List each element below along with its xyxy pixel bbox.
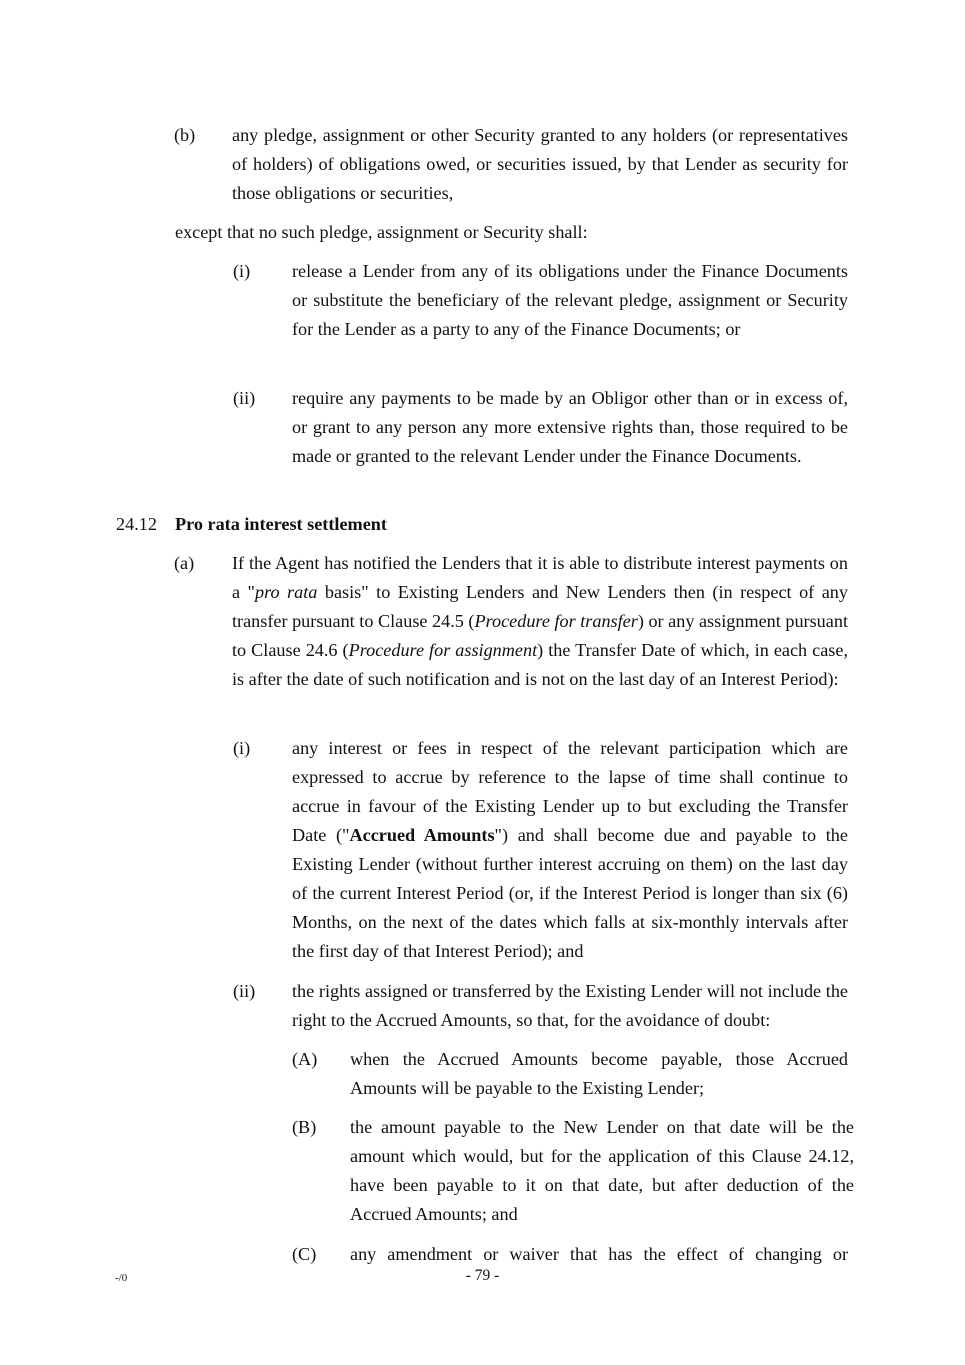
- item-a-italic-procedure-transfer: Procedure for transfer: [474, 611, 638, 631]
- item-a-italic-pro-rata: pro rata: [254, 582, 318, 602]
- sub-item-i-text-part2: ") and shall become due and payable to the Existing Lender (without further interest accruing on them) on the last day of the current Interest Period (or, if the Interest Period is longer than six (6) Months, on the next of the dates which falls at six-monthly intervals after the first day of that Interest Period); and: [292, 825, 848, 961]
- sub-item-c-text: any amendment or waiver that has the effect of changing or: [350, 1244, 848, 1264]
- sub-item-b-text: the amount payable to the New Lender on that date will be the amount which would, but for the application of this Clause 24.12, have been payable to it on that date, but after deduction of the Accrued Amounts; and: [350, 1117, 854, 1224]
- sub-item-b-label: (B): [292, 1117, 317, 1137]
- sub-item-i-label: (i): [233, 738, 251, 758]
- sub-item-c-label: (C): [292, 1244, 317, 1264]
- item-b-text: any pledge, assignment or other Security granted to any holders (or representatives of holders) of obligations owed, or securities issued, by that Lender as security for those obligations or securities,: [232, 125, 848, 203]
- sub-item-i-bold-accrued-amounts: Accrued Amounts: [349, 825, 495, 845]
- item-a-text-part2: basis" to Existing Lenders and New Lenders then (in respect of any transfer pursuant to Clause 24.5 (: [232, 582, 848, 631]
- section-number: 24.12: [116, 514, 157, 534]
- sub-item-i-text-part1: any interest or fees in respect of the relevant participation which are expressed to accrue by reference to the lapse of time shall continue to accrue in favour of the Existing Lender up to but excluding the Transfer Date (": [292, 738, 848, 845]
- item-a-text-part3: ) or any assignment pursuant to Clause 24.6 (: [232, 611, 848, 660]
- item-a-label: (a): [174, 553, 195, 573]
- except-paragraph: except that no such pledge, assignment or Security shall:: [175, 222, 588, 242]
- section-title: Pro rata interest settlement: [175, 514, 387, 534]
- item-b-label: (b): [174, 125, 196, 145]
- except-item-ii-label: (ii): [233, 388, 256, 408]
- except-item-i-text: release a Lender from any of its obligations under the Finance Documents or substitute the beneficiary of the relevant pledge, assignment or Security for the Lender as a party to any of the Finance Documents; or: [292, 261, 848, 339]
- sub-item-ii-text: the rights assigned or transferred by the Existing Lender will not include the right to the Accrued Amounts, so that, for the avoidance of doubt:: [292, 981, 848, 1030]
- sub-item-ii-label: (ii): [233, 981, 256, 1001]
- item-a-text: [232, 549, 848, 694]
- sub-item-a-label: (A): [292, 1049, 318, 1069]
- footer-reference: -/0: [115, 1272, 128, 1284]
- sub-item-i-text: [292, 734, 848, 966]
- item-a-text-part4: ) the Transfer Date of which, in each case, is after the date of such notification and is not on the last day of an Interest Period):: [232, 640, 848, 689]
- sub-item-a-text: when the Accrued Amounts become payable, those Accrued Amounts will be payable to the Existing Lender;: [350, 1049, 848, 1098]
- page-number: - 79 -: [465, 1267, 500, 1284]
- except-item-ii-text: require any payments to be made by an Obligor other than or in excess of, or grant to any person any more extensive rights than, those required to be made or granted to the relevant Lender under the Finance Documents.: [292, 388, 848, 466]
- item-a-text-part1: If the Agent has notified the Lenders that it is able to distribute interest payments on a ": [232, 553, 848, 602]
- item-a-italic-procedure-assignment: Procedure for assignment: [348, 640, 538, 660]
- except-item-i-label: (i): [233, 261, 251, 281]
